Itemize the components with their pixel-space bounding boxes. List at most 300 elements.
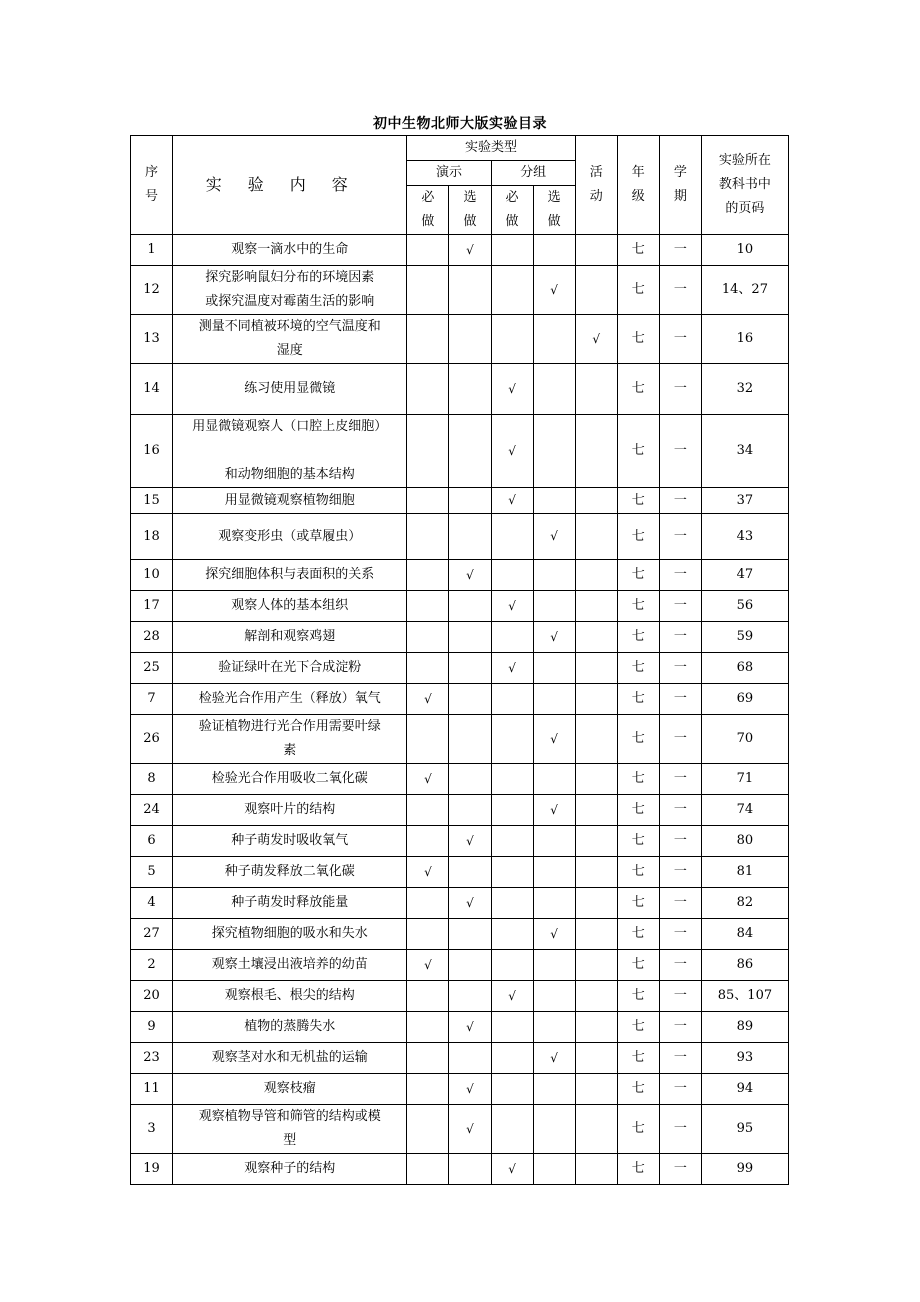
mark-activity [575, 364, 617, 415]
row-page: 14、27 [701, 266, 788, 315]
mark-demo-req [407, 415, 449, 488]
row-content: 种子萌发释放二氧化碳 [173, 857, 407, 888]
row-grade: 七 [617, 857, 659, 888]
mark-demo-req [407, 826, 449, 857]
row-term: 一 [659, 981, 701, 1012]
mark-demo-opt [449, 764, 491, 795]
row-page: 71 [701, 764, 788, 795]
check-mark: √ [466, 242, 474, 257]
row-content: 测量不同植被环境的空气温度和 湿度 [173, 315, 407, 364]
table-row [131, 1043, 789, 1074]
row-term: 一 [659, 826, 701, 857]
mark-group-opt [533, 1012, 575, 1043]
row-page: 80 [701, 826, 788, 857]
row-grade: 七 [617, 684, 659, 715]
mark-group-req [491, 950, 533, 981]
mark-group-opt [533, 622, 575, 653]
mark-demo-req [407, 888, 449, 919]
header-group-optional: 选 做 [533, 186, 575, 235]
check-mark: √ [466, 1019, 474, 1034]
table-row [131, 826, 789, 857]
mark-activity [575, 857, 617, 888]
row-page: 99 [701, 1154, 788, 1185]
mark-demo-opt [449, 981, 491, 1012]
table-row [131, 622, 789, 653]
table-row [131, 488, 789, 514]
row-grade: 七 [617, 266, 659, 315]
mark-group-opt [533, 1105, 575, 1154]
mark-activity [575, 764, 617, 795]
row-page: 10 [701, 235, 788, 266]
mark-group-opt [533, 415, 575, 488]
row-index: 9 [131, 1012, 173, 1043]
check-mark: √ [508, 988, 516, 1003]
table-row [131, 888, 789, 919]
table-row [131, 981, 789, 1012]
mark-activity [575, 315, 617, 364]
mark-group-opt [533, 795, 575, 826]
mark-demo-opt [449, 1074, 491, 1105]
row-index: 19 [131, 1154, 173, 1185]
row-page: 68 [701, 653, 788, 684]
row-term: 一 [659, 1043, 701, 1074]
row-term: 一 [659, 653, 701, 684]
mark-activity [575, 950, 617, 981]
mark-group-req [491, 1105, 533, 1154]
check-mark: √ [550, 926, 558, 941]
mark-demo-opt [449, 795, 491, 826]
row-grade: 七 [617, 591, 659, 622]
row-page: 89 [701, 1012, 788, 1043]
row-page: 43 [701, 514, 788, 560]
row-content: 用显微镜观察人（口腔上皮细胞） 和动物细胞的基本结构 [173, 415, 407, 488]
row-index: 5 [131, 857, 173, 888]
mark-demo-req [407, 795, 449, 826]
table-body [131, 235, 789, 1185]
check-mark: √ [508, 598, 516, 613]
check-mark: √ [466, 833, 474, 848]
row-index: 27 [131, 919, 173, 950]
row-content: 练习使用显微镜 [173, 364, 407, 415]
row-term: 一 [659, 622, 701, 653]
row-index: 2 [131, 950, 173, 981]
mark-group-opt [533, 826, 575, 857]
check-mark: √ [424, 771, 432, 786]
check-mark: √ [550, 802, 558, 817]
mark-demo-opt [449, 715, 491, 764]
mark-group-opt [533, 488, 575, 514]
check-mark: √ [424, 864, 432, 879]
table-row [131, 1074, 789, 1105]
row-grade: 七 [617, 950, 659, 981]
row-term: 一 [659, 1012, 701, 1043]
row-index: 4 [131, 888, 173, 919]
mark-activity [575, 514, 617, 560]
mark-demo-opt [449, 950, 491, 981]
header-type: 实验类型 [407, 136, 575, 161]
check-mark: √ [508, 381, 516, 396]
mark-demo-req [407, 1154, 449, 1185]
row-index: 17 [131, 591, 173, 622]
table-row [131, 653, 789, 684]
table-row [131, 1105, 789, 1154]
row-index: 7 [131, 684, 173, 715]
mark-group-req [491, 1154, 533, 1185]
row-term: 一 [659, 266, 701, 315]
row-page: 56 [701, 591, 788, 622]
mark-activity [575, 795, 617, 826]
mark-demo-opt [449, 266, 491, 315]
table-row [131, 857, 789, 888]
row-page: 95 [701, 1105, 788, 1154]
row-content: 观察茎对水和无机盐的运输 [173, 1043, 407, 1074]
row-term: 一 [659, 514, 701, 560]
mark-group-req [491, 266, 533, 315]
row-page: 16 [701, 315, 788, 364]
mark-group-opt [533, 315, 575, 364]
mark-demo-req [407, 653, 449, 684]
mark-group-req [491, 1043, 533, 1074]
mark-group-opt [533, 950, 575, 981]
row-grade: 七 [617, 1154, 659, 1185]
mark-activity [575, 1154, 617, 1185]
mark-activity [575, 826, 617, 857]
row-grade: 七 [617, 1012, 659, 1043]
mark-demo-opt [449, 1012, 491, 1043]
header-demo-optional: 选 做 [449, 186, 491, 235]
mark-group-req [491, 764, 533, 795]
mark-group-req [491, 684, 533, 715]
mark-demo-opt [449, 622, 491, 653]
check-mark: √ [550, 1050, 558, 1065]
row-term: 一 [659, 315, 701, 364]
mark-demo-req [407, 235, 449, 266]
row-term: 一 [659, 235, 701, 266]
mark-demo-req [407, 488, 449, 514]
mark-group-opt [533, 1074, 575, 1105]
row-term: 一 [659, 488, 701, 514]
row-content: 验证绿叶在光下合成淀粉 [173, 653, 407, 684]
table-row [131, 715, 789, 764]
mark-activity [575, 622, 617, 653]
row-grade: 七 [617, 981, 659, 1012]
mark-group-opt [533, 235, 575, 266]
row-page: 59 [701, 622, 788, 653]
row-page: 74 [701, 795, 788, 826]
row-term: 一 [659, 795, 701, 826]
row-index: 1 [131, 235, 173, 266]
row-grade: 七 [617, 622, 659, 653]
check-mark: √ [550, 529, 558, 543]
row-content: 用显微镜观察植物细胞 [173, 488, 407, 514]
check-mark: √ [550, 282, 558, 297]
row-content: 观察变形虫（或草履虫） [173, 514, 407, 560]
mark-group-req [491, 514, 533, 560]
check-mark: √ [508, 660, 516, 675]
row-index: 8 [131, 764, 173, 795]
row-content: 观察根毛、根尖的结构 [173, 981, 407, 1012]
table-row [131, 591, 789, 622]
table-row [131, 415, 789, 488]
table-row [131, 1154, 789, 1185]
table-row [131, 266, 789, 315]
row-grade: 七 [617, 415, 659, 488]
mark-activity [575, 266, 617, 315]
row-grade: 七 [617, 514, 659, 560]
mark-demo-req [407, 315, 449, 364]
mark-group-req [491, 622, 533, 653]
mark-group-req [491, 488, 533, 514]
mark-activity [575, 981, 617, 1012]
mark-demo-opt [449, 364, 491, 415]
row-index: 16 [131, 415, 173, 488]
mark-demo-req [407, 622, 449, 653]
table-row [131, 795, 789, 826]
mark-demo-opt [449, 1154, 491, 1185]
mark-demo-req [407, 950, 449, 981]
row-grade: 七 [617, 315, 659, 364]
row-term: 一 [659, 950, 701, 981]
row-page: 81 [701, 857, 788, 888]
check-mark: √ [466, 567, 474, 582]
row-term: 一 [659, 684, 701, 715]
mark-demo-req [407, 981, 449, 1012]
table-row [131, 235, 789, 266]
row-index: 15 [131, 488, 173, 514]
table-row [131, 764, 789, 795]
mark-activity [575, 653, 617, 684]
row-grade: 七 [617, 919, 659, 950]
row-grade: 七 [617, 488, 659, 514]
row-term: 一 [659, 1105, 701, 1154]
header-term: 学 期 [659, 136, 701, 235]
mark-demo-opt [449, 315, 491, 364]
row-term: 一 [659, 591, 701, 622]
row-content: 解剖和观察鸡翅 [173, 622, 407, 653]
mark-group-req [491, 591, 533, 622]
mark-demo-req [407, 919, 449, 950]
check-mark: √ [466, 1081, 474, 1096]
mark-activity [575, 919, 617, 950]
mark-group-req [491, 1012, 533, 1043]
row-index: 3 [131, 1105, 173, 1154]
row-term: 一 [659, 919, 701, 950]
mark-demo-req [407, 1105, 449, 1154]
mark-group-opt [533, 888, 575, 919]
row-grade: 七 [617, 826, 659, 857]
header-demo-required: 必 做 [407, 186, 449, 235]
mark-demo-opt [449, 514, 491, 560]
mark-demo-req [407, 1012, 449, 1043]
table-row [131, 315, 789, 364]
mark-group-req [491, 1074, 533, 1105]
row-grade: 七 [617, 653, 659, 684]
row-content: 检验光合作用吸收二氧化碳 [173, 764, 407, 795]
row-content: 植物的蒸腾失水 [173, 1012, 407, 1043]
mark-activity [575, 591, 617, 622]
mark-activity [575, 715, 617, 764]
header-group: 分组 [491, 161, 575, 186]
row-grade: 七 [617, 764, 659, 795]
mark-activity [575, 1043, 617, 1074]
check-mark: √ [424, 691, 432, 706]
row-page: 32 [701, 364, 788, 415]
header-content: 实验内容 [173, 136, 407, 235]
mark-group-opt [533, 266, 575, 315]
row-content: 种子萌发时吸收氧气 [173, 826, 407, 857]
mark-demo-req [407, 857, 449, 888]
table-row [131, 684, 789, 715]
mark-group-req [491, 315, 533, 364]
mark-demo-req [407, 364, 449, 415]
mark-activity [575, 560, 617, 591]
header-group-required: 必 做 [491, 186, 533, 235]
row-grade: 七 [617, 888, 659, 919]
check-mark: √ [550, 731, 558, 746]
table-row [131, 364, 789, 415]
mark-demo-req [407, 514, 449, 560]
row-grade: 七 [617, 1105, 659, 1154]
mark-demo-opt [449, 560, 491, 591]
row-content: 观察枝瘤 [173, 1074, 407, 1105]
mark-demo-opt [449, 488, 491, 514]
table-row [131, 950, 789, 981]
mark-demo-req [407, 591, 449, 622]
row-index: 23 [131, 1043, 173, 1074]
mark-demo-opt [449, 653, 491, 684]
row-page: 70 [701, 715, 788, 764]
mark-group-req [491, 415, 533, 488]
document-title: 初中生物北师大版实验目录 [373, 116, 547, 132]
row-index: 28 [131, 622, 173, 653]
mark-demo-req [407, 1074, 449, 1105]
row-term: 一 [659, 764, 701, 795]
mark-group-req [491, 653, 533, 684]
mark-demo-req [407, 764, 449, 795]
mark-demo-opt [449, 1105, 491, 1154]
row-index: 20 [131, 981, 173, 1012]
mark-demo-opt [449, 684, 491, 715]
mark-group-opt [533, 560, 575, 591]
row-content: 探究植物细胞的吸水和失水 [173, 919, 407, 950]
row-content: 探究影响鼠妇分布的环境因素 或探究温度对霉菌生活的影响 [173, 266, 407, 315]
header-demo: 演示 [407, 161, 491, 186]
table-row [131, 514, 789, 560]
mark-demo-opt [449, 857, 491, 888]
row-page: 47 [701, 560, 788, 591]
row-grade: 七 [617, 795, 659, 826]
row-content: 观察土壤浸出液培养的幼苗 [173, 950, 407, 981]
mark-activity [575, 1012, 617, 1043]
header-index: 序 号 [131, 136, 173, 235]
row-page: 37 [701, 488, 788, 514]
mark-demo-opt [449, 415, 491, 488]
experiment-catalog-table [130, 135, 789, 1185]
check-mark: √ [592, 331, 601, 346]
mark-demo-opt [449, 826, 491, 857]
mark-group-req [491, 826, 533, 857]
header-grade: 年 级 [617, 136, 659, 235]
check-mark: √ [508, 443, 516, 458]
row-index: 10 [131, 560, 173, 591]
header-activity: 活 动 [575, 136, 617, 235]
mark-demo-req [407, 1043, 449, 1074]
check-mark: √ [466, 895, 474, 910]
mark-group-opt [533, 764, 575, 795]
row-index: 12 [131, 266, 173, 315]
mark-group-req [491, 857, 533, 888]
row-page: 93 [701, 1043, 788, 1074]
row-index: 18 [131, 514, 173, 560]
row-index: 24 [131, 795, 173, 826]
mark-demo-opt [449, 919, 491, 950]
mark-group-req [491, 981, 533, 1012]
row-grade: 七 [617, 364, 659, 415]
row-index: 26 [131, 715, 173, 764]
row-index: 25 [131, 653, 173, 684]
mark-activity [575, 888, 617, 919]
row-content: 观察人体的基本组织 [173, 591, 407, 622]
mark-group-req [491, 364, 533, 415]
row-term: 一 [659, 715, 701, 764]
mark-group-opt [533, 591, 575, 622]
table-row [131, 560, 789, 591]
row-grade: 七 [617, 560, 659, 591]
row-page: 82 [701, 888, 788, 919]
check-mark: √ [466, 1121, 474, 1136]
row-grade: 七 [617, 715, 659, 764]
mark-demo-req [407, 715, 449, 764]
row-grade: 七 [617, 1043, 659, 1074]
row-page: 86 [701, 950, 788, 981]
header-page: 实验所在 教科书中 的页码 [701, 136, 788, 235]
row-page: 69 [701, 684, 788, 715]
row-index: 14 [131, 364, 173, 415]
mark-group-opt [533, 919, 575, 950]
mark-group-opt [533, 715, 575, 764]
mark-activity [575, 684, 617, 715]
row-term: 一 [659, 1154, 701, 1185]
mark-group-opt [533, 653, 575, 684]
row-term: 一 [659, 1074, 701, 1105]
row-content: 观察一滴水中的生命 [173, 235, 407, 266]
mark-activity [575, 1105, 617, 1154]
mark-demo-opt [449, 235, 491, 266]
mark-group-req [491, 795, 533, 826]
row-term: 一 [659, 888, 701, 919]
mark-activity [575, 415, 617, 488]
mark-group-opt [533, 364, 575, 415]
check-mark: √ [508, 493, 516, 507]
mark-demo-req [407, 266, 449, 315]
mark-activity [575, 488, 617, 514]
mark-group-opt [533, 684, 575, 715]
row-content: 观察植物导管和筛管的结构或模 型 [173, 1105, 407, 1154]
mark-demo-req [407, 560, 449, 591]
table-row [131, 919, 789, 950]
mark-activity [575, 1074, 617, 1105]
row-page: 85、107 [701, 981, 788, 1012]
mark-group-opt [533, 514, 575, 560]
row-content: 检验光合作用产生（释放）氧气 [173, 684, 407, 715]
row-term: 一 [659, 560, 701, 591]
row-page: 84 [701, 919, 788, 950]
mark-demo-opt [449, 591, 491, 622]
row-content: 种子萌发时释放能量 [173, 888, 407, 919]
mark-group-opt [533, 1154, 575, 1185]
check-mark: √ [424, 957, 432, 972]
table-row [131, 1012, 789, 1043]
